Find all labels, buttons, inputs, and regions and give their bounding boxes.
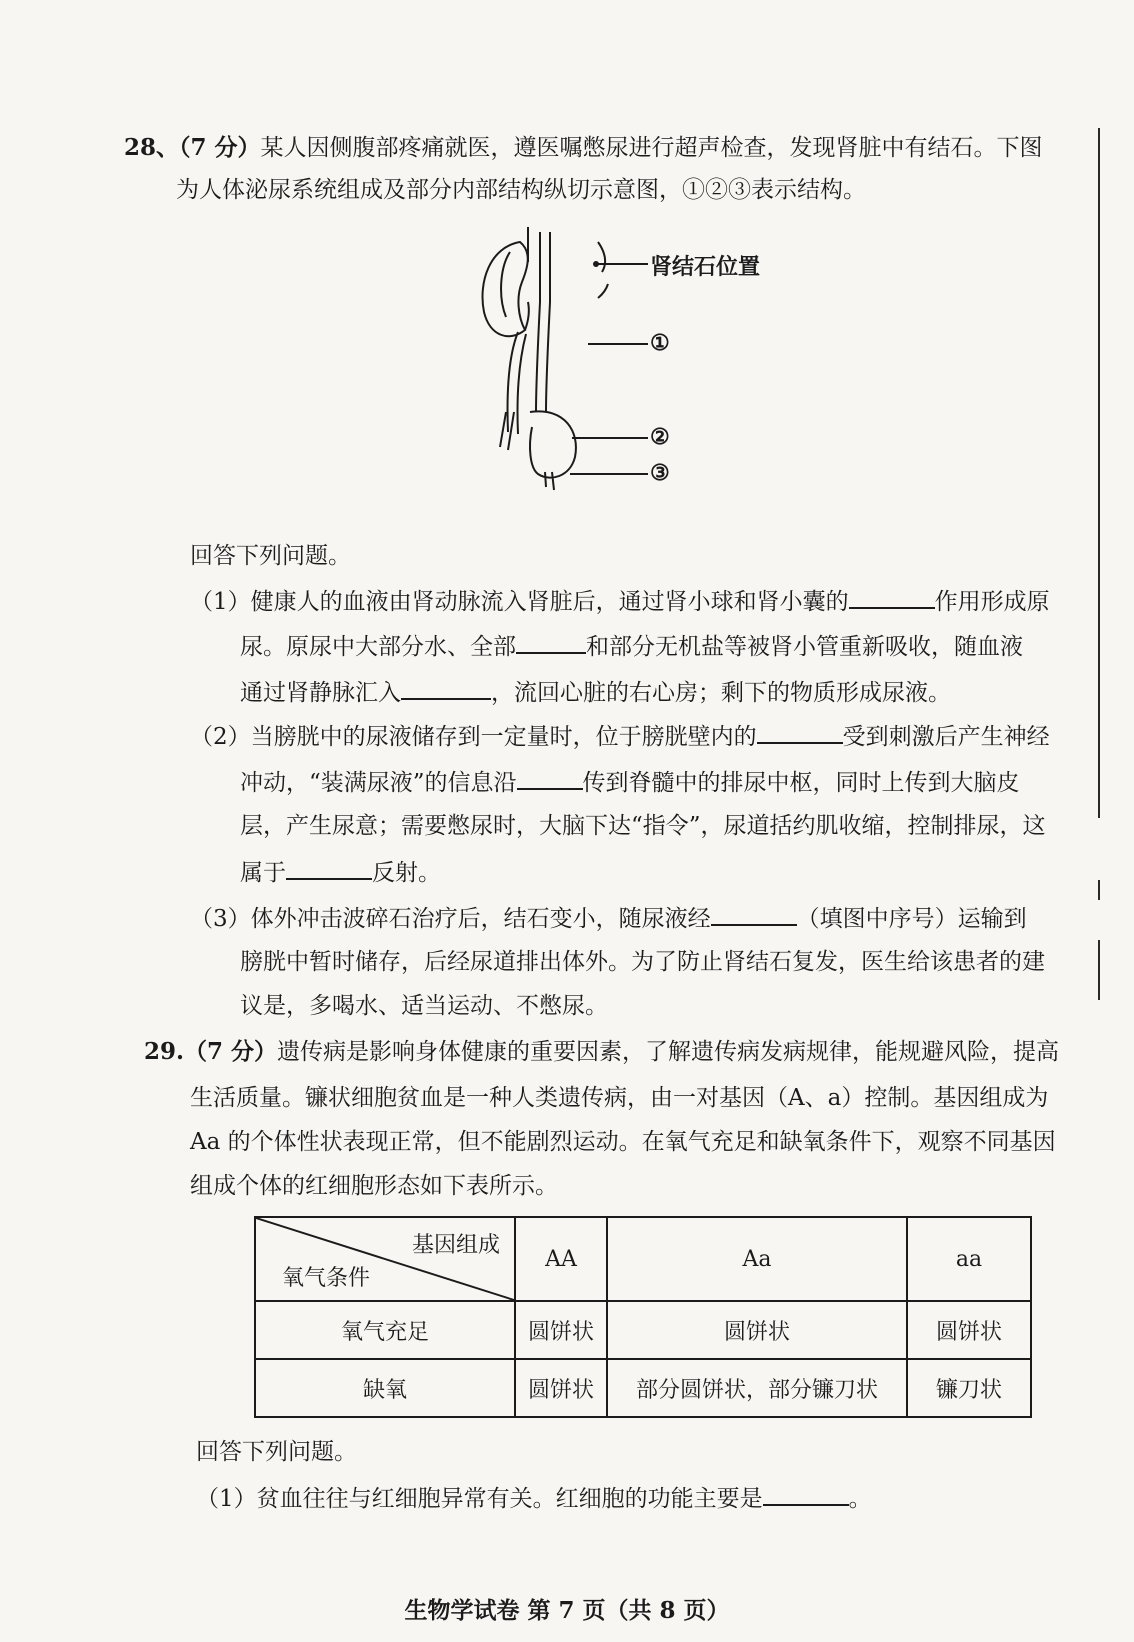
urethra [545,472,554,490]
great-vessel [536,302,550,412]
structure-3-label: ③ [650,460,670,486]
q28-p1-text: （1）健康人的血液由肾动脉流入肾脏后，通过肾小球和肾小囊的 [190,589,849,615]
answer-blank[interactable] [757,720,843,744]
q28-line-2 [176,174,866,206]
table-cell: 圆饼状 [907,1301,1031,1359]
answer-blank[interactable] [516,630,586,654]
q28-number: 28、（7 分） [124,134,261,161]
stone-marker [598,242,605,272]
q28-stem-2: 为人体泌尿系统组成及部分内部结构纵切示意图，①②③表示结构。 [176,177,866,203]
answer-blank[interactable] [286,856,372,880]
q29-line-4: 组成个体的红细胞形态如下表所示。 [190,1173,558,1199]
table-row [255,1359,1031,1417]
row-label: 缺氧 [255,1359,515,1417]
structure-1-label: ① [650,330,670,356]
col-header-AA: AA [515,1217,607,1301]
genotype-table [254,1216,1032,1418]
q28-part2-line-1 [190,720,1050,753]
col-header-Aa: Aa [607,1217,907,1301]
table-cell: 圆饼状 [607,1301,907,1359]
col-header-aa: aa [907,1217,1031,1301]
q28-part2-line-4 [240,856,441,889]
q29-number: 29.（7 分） [144,1038,278,1065]
q28-p2-text: 反射。 [372,860,441,886]
q29-line-3: Aa 的个体性状表现正常，但不能剧烈运动。在氧气充足和缺氧条件下，观察不同基因 [190,1129,1056,1155]
q28-p1-text: 和部分无机盐等被肾小管重新吸收，随血液 [586,634,1023,660]
blood-vessel [540,232,550,302]
q29-line-2: 生活质量。镰状细胞贫血是一种人类遗传病，由一对基因（A、a）控制。基因组成为 [190,1085,1049,1111]
bladder [530,411,576,477]
answer-blank[interactable] [517,766,583,790]
q28-p3-text: （填图中序号）运输到 [796,906,1027,932]
stone-marker [598,284,608,298]
answer-blank[interactable] [401,676,491,700]
table-header-row [255,1217,1031,1301]
q28-p2-text: 冲动，“装满尿液”的信息沿 [240,770,517,796]
table-corner-cell [255,1217,515,1301]
margin-line-mark [1098,880,1100,900]
q28-p2-text: （2）当膀胱中的尿液储存到一定量时，位于膀胱壁内的 [190,724,757,750]
margin-line-mark [1098,940,1100,1000]
corner-header-top: 基因组成 [411,1233,500,1258]
q28-stem-1: 某人因侧腹部疼痛就医，遵医嘱憋尿进行超声检查，发现肾脏中有结石。下图 [260,135,1043,161]
q28-part3-line-3: 议是，多喝水、适当运动、不憋尿。 [240,993,608,1019]
q29-p1-text: （1）贫血往往与红细胞异常有关。红细胞的功能主要是 [196,1486,763,1512]
table-cell: 部分圆饼状，部分镰刀状 [607,1359,907,1417]
q28-part2-line-3: 层，产生尿意；需要憋尿时，大脑下达“指令”，尿道括约肌收缩，控制排尿，这 [240,813,1046,839]
q29-stem-1: 遗传病是影响身体健康的重要因素，了解遗传病发病规律，能规避风险，提高 [277,1039,1060,1065]
q29-line-1 [144,1036,1059,1068]
q28-part1-line-2 [240,630,1023,663]
q29-part1-line [196,1482,872,1515]
q28-p1-text: ，流回心脏的右心房；剩下的物质形成尿液。 [491,680,951,706]
q28-p2-text: 属于 [240,860,286,886]
table-row [255,1301,1031,1359]
ureter [517,334,526,434]
q28-part1-line-3 [240,676,951,709]
corner-header-bottom: 氧气条件 [282,1266,371,1291]
q28-part2-line-2 [240,766,1020,799]
page-footer: 生物学试卷 第 7 页（共 8 页） [404,1597,730,1624]
table-cell: 镰刀状 [907,1359,1031,1417]
answer-blank[interactable] [711,902,797,926]
table-cell: 圆饼状 [515,1301,607,1359]
margin-line-mark [1098,128,1100,818]
table-cell: 圆饼状 [515,1359,607,1417]
kidney-inner [501,252,510,317]
answer-blank[interactable] [849,585,935,609]
q28-p1-text: 通过肾静脉汇入 [240,680,401,706]
q29-answer-prompt: 回答下列问题。 [196,1439,357,1465]
urinary-system-diagram [470,222,830,522]
answer-blank[interactable] [763,1482,849,1506]
q28-answer-prompt: 回答下列问题。 [190,543,351,569]
q28-p3-text: （3）体外冲击波碎石治疗后，结石变小，随尿液经 [190,906,711,932]
q29-p1-text: 。 [848,1486,872,1512]
stone-dot [593,261,599,267]
q28-line-1 [124,132,1043,164]
kidney-outline [483,242,528,336]
q28-p2-text: 受到刺激后产生神经 [842,724,1050,750]
q28-p2-text: 传到脊髓中的排尿中枢，同时上传到大脑皮 [582,770,1020,796]
structure-2-label: ② [650,424,670,450]
q28-part3-line-1 [190,902,1027,935]
row-label: 氧气充足 [255,1301,515,1359]
q28-p1-text: 尿。原尿中大部分水、全部 [240,634,516,660]
q28-part1-line-1 [190,585,1050,618]
kidney-stone-label: 肾结石位置 [650,254,761,280]
q28-p1-text: 作用形成原 [934,589,1050,615]
renal-pelvis [525,302,529,330]
q28-part3-line-2: 膀胱中暂时储存，后经尿道排出体外。为了防止肾结石复发，医生给该患者的建 [240,949,1045,975]
